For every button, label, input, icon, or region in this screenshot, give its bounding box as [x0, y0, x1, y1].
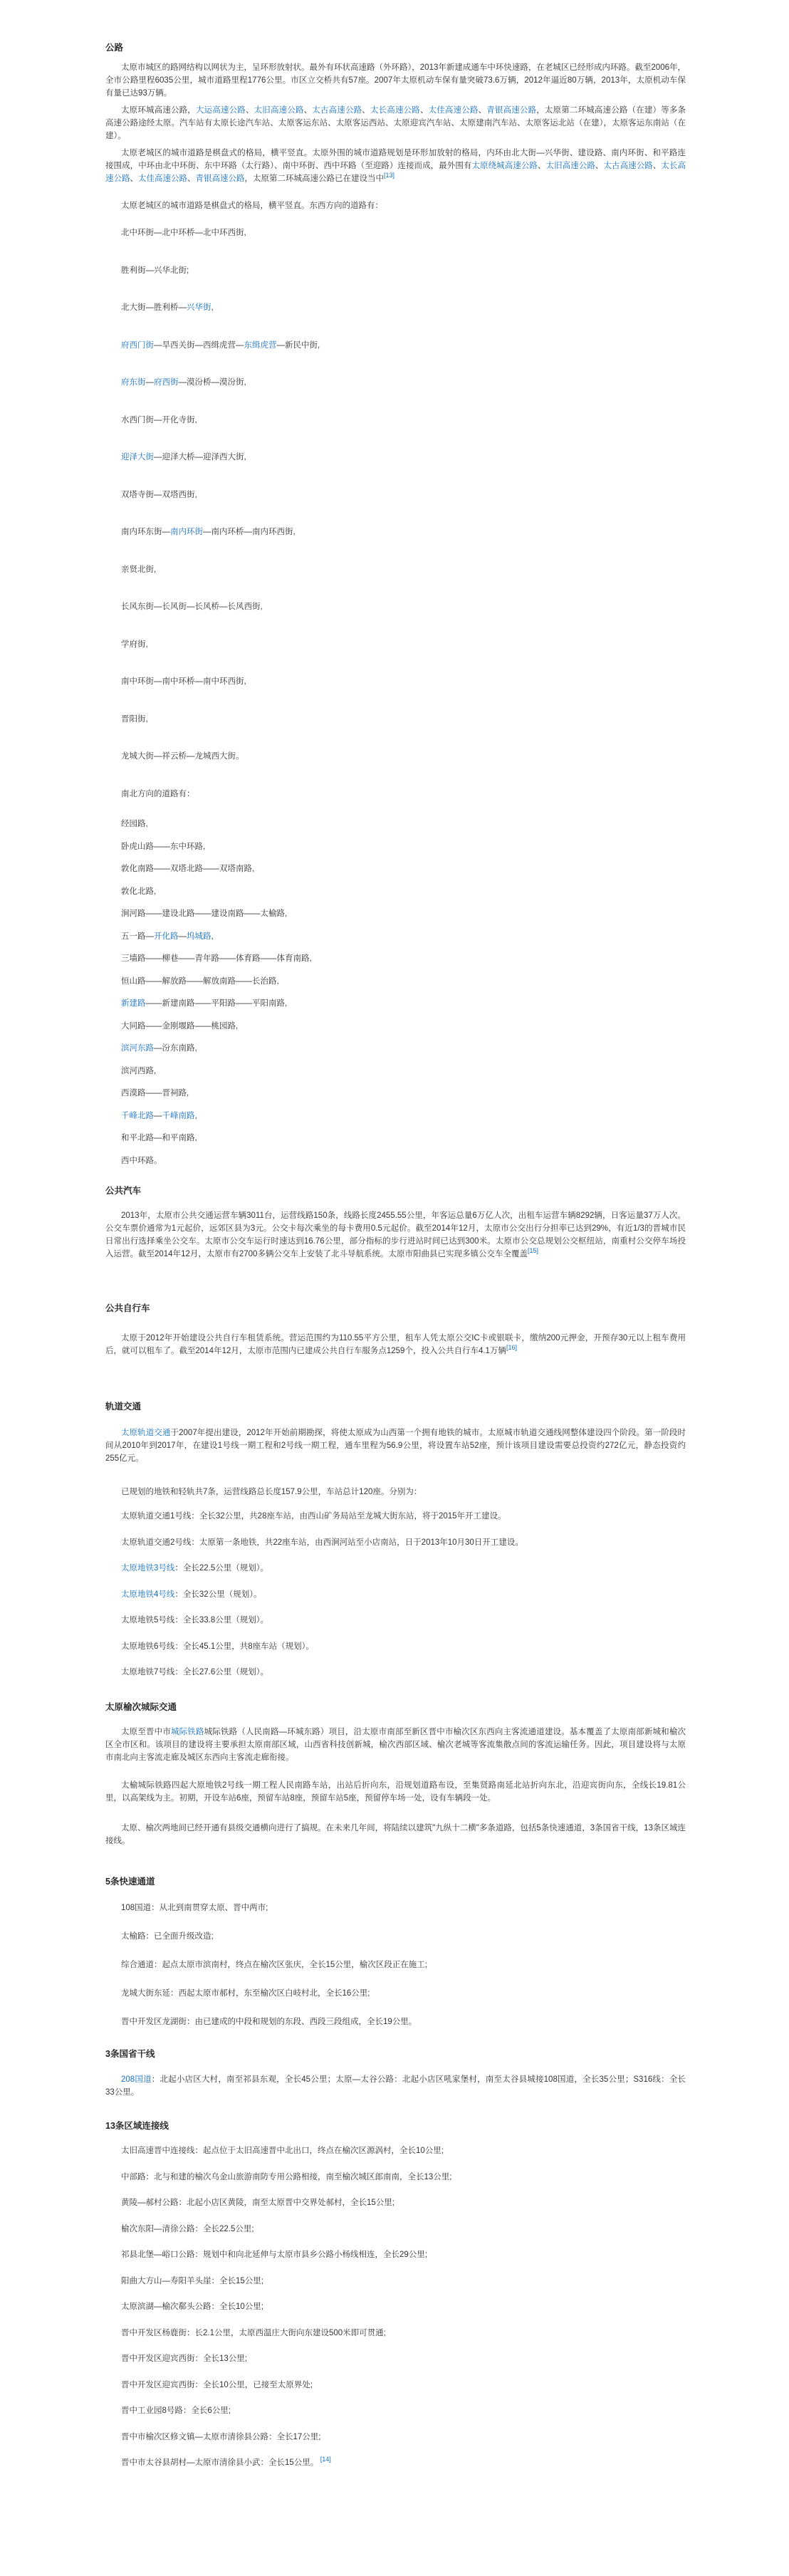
road-item-text: 北中环街—北中环桥—北中环西街,	[121, 229, 246, 237]
section-heading-fast-channels: 5条快速通道	[105, 1877, 155, 1887]
connector-item	[121, 2404, 231, 2417]
road-item-text: 西漠路——晋祠路,	[121, 1089, 189, 1097]
road-item-link[interactable]: 千峰南路	[162, 1111, 195, 1120]
road-item-link[interactable]: 兴华街	[187, 303, 211, 312]
section-heading-connectors: 13条区域连接线	[105, 2121, 169, 2131]
metro-line-item-text: ：全长32公里（规划）。	[174, 1590, 262, 1599]
roads-paragraph-4: 太原老城区的城市道路是棋盘式的格局，横平竖直。东西方向的道路有：	[121, 202, 383, 210]
road-item	[121, 264, 189, 277]
link-taiyuan-rail-transit[interactable]: 太原轨道交通	[121, 1429, 171, 1437]
road-item	[121, 1154, 162, 1167]
road-item-text: ,	[211, 303, 214, 312]
road-item-link[interactable]: 新建路	[121, 999, 146, 1008]
road-item	[121, 489, 197, 501]
metro-line-item-text: 太原地铁7号线：全长27.6公里（规划）。	[121, 1668, 269, 1677]
connector-item-text: 榆次东阳—清徐公路：全长22.5公里;	[121, 2224, 254, 2233]
connector-item-text: 晋中市榆次区修文镇—太原市清徐县公路：全长17公里;	[121, 2432, 321, 2441]
road-item	[121, 713, 148, 726]
north-south-intro: 南北方向的道路有：	[121, 790, 195, 798]
roads-paragraph-2: 太原环城高速公路，大运高速公路、太旧高速公路、太古高速公路、太长高速公路、太佳高速公路、青银高速公路，太原第二环城高速公路（在建）等多条高速公路途经太原。汽车站有太原长途汽车站、太原客运东站、太原客运西站、太原迎宾汽车站、太原建南汽车站、太原客运北站（在建），太原客运东南站（在建）。	[105, 106, 686, 140]
bike-paragraph: 太原于2012年开始建设公共自行车租赁系统。营运范围约为110.55平方公里，租车人凭太原公交IC卡或银联卡，缴纳200元押金，开预存30元以上租车费用后，就可以租车了。截至2014年12月，太原市范围内已建成公共自行车服务点1259个，投入公共自行车4.1万辆[16]	[105, 1334, 686, 1355]
road-item	[121, 952, 312, 965]
road-item-link[interactable]: 滨河东路	[121, 1044, 154, 1053]
road-item	[121, 750, 244, 763]
road-item	[121, 862, 254, 875]
connector-item-text: 太原滨湖—榆次郗头公路：全长10公里;	[121, 2303, 263, 2311]
road-item	[121, 975, 279, 988]
road-item-text: 龙城大街—祥云桥—龙城西大街。	[121, 752, 244, 761]
road-item-text: ,	[194, 1111, 197, 1120]
section-heading-taiyu: 太原榆次城际交通	[105, 1702, 177, 1712]
road-item-link[interactable]: 南内环街	[170, 528, 203, 536]
highway-link[interactable]: 太佳高速公路	[138, 174, 187, 183]
connector-item	[121, 2352, 247, 2365]
section-heading-trunk-lines: 3条国省干线	[105, 2049, 155, 2059]
road-item	[121, 339, 320, 352]
section-heading-bus: 公共汽车	[105, 1186, 142, 1196]
road-item-text: —南内环桥—南内环西街,	[203, 528, 296, 536]
connector-item	[121, 2248, 427, 2261]
reference-16[interactable]: [16]	[506, 1344, 517, 1352]
road-item-text: 晋阳街,	[121, 714, 148, 724]
connector-item	[121, 2300, 263, 2313]
road-item-link[interactable]: 东缉虎营	[244, 340, 277, 350]
metro-line-item	[121, 1666, 268, 1679]
road-item-text: 涧河路——建设北路——建设南路——太榆路,	[121, 909, 288, 918]
taiyu-paragraph-1: 太原至晋中市城际铁路城际铁路（人民南路—环城东路）项目，沿太原市南部至新区晋中市榆次区东西向主客流通道建设。基本覆盖了太原南部新城和榆次区全市区和。该项目的建设将主要承担太原南部区域，山西省科技创新城，榆次西部区域、榆次老城等客流集散点间的客流运输任务。因此，项目建设将与太原市南北向主客流走廊及城区东西向主客流走廊衔接。	[105, 1728, 686, 1762]
road-item-text: 胜利街—兴华北街;	[121, 266, 189, 275]
road-item	[121, 376, 246, 389]
reference-15[interactable]: [15]	[527, 1247, 538, 1255]
road-item-text: 西中环路。	[121, 1156, 162, 1165]
fast-channel-item	[121, 2016, 417, 2028]
metro-line-item	[121, 1588, 261, 1601]
road-item-text: —新民中街,	[276, 340, 320, 350]
connector-item-text: 晋中开发区迎宾西街：全长10公里，已接至太原界处;	[121, 2380, 313, 2389]
road-item-text: 长风东街—长风街—长风桥—长风西街,	[121, 603, 263, 611]
road-item	[121, 1110, 197, 1122]
road-item-text: —	[178, 932, 187, 941]
metro-line-item-link[interactable]: 太原地铁3号线	[121, 1564, 175, 1573]
roads-paragraph-3: 太原老城区的城市道路是棋盘式的格局，横平竖直。太原外围的城市道路规划是环形加放射的格局，内环由北大街—兴华街、建设路、南内环街、和平路连接围成，中环由北中环街、东中环路（太行路）、南中环街、西中环路（至迎路）连接而成，最外围有太原绕城高速公路、太旧高速公路、太古高速公路、太长高速公路、太佳高速公路、青银高速公路，太原第二环城高速公路已在建设当中[13]	[105, 149, 686, 183]
metro-line-item-text: 太原地铁6号线：全长45.1公里，共8座车站（规划）。	[121, 1642, 314, 1651]
road-item-text: 水西门街—开化寺街,	[121, 415, 197, 424]
connector-item-text: 晋中市太谷县胡村—太原市清徐县小武：全长15公里。	[121, 2458, 319, 2467]
connector-item-text: 祁县北堡—峪口公路：规划中和向北延伸与太原市县乡公路小杨线相连，全长29公里;	[121, 2251, 427, 2259]
connector-item	[121, 2327, 386, 2340]
metro-line-item	[121, 1536, 523, 1549]
fast-channel-item	[121, 1959, 427, 1971]
road-item-text: 南内环东街—	[121, 528, 170, 536]
bus-paragraph: 2013年，太原市公共交通运营车辆3011台，运营线路150条，线路长度2455.55公里，年客运总量6万亿人次，出租车运营车辆8292辆，日客运量37万人次。公交车票价通常为1元起价，远郊区县为3元。公交卡每次乘坐的每卡费用0.5元起价。截至2014年12月，太原市公交出行分担率已达到29%，有近1/3的晋城市民日常出行选择乘坐公交车。太原市公交车运行时速达到16.76公里，部分指标的步行进站时间已达到300米。太原市公交总规划公交枢纽站，南重村公交停车场投入运营。截至2014年12月，太原市有2700多辆公交车上安装了北斗导航系统。太原市阳曲县已实现多镇公交车全覆盖[15]	[105, 1211, 686, 1258]
metro-line-item-text: 太原地铁5号线：全长33.8公里（规划）。	[121, 1616, 269, 1625]
fast-channel-item	[121, 1902, 268, 1914]
road-item	[121, 526, 296, 538]
road-item	[121, 907, 287, 920]
road-item	[121, 414, 197, 427]
road-item-link[interactable]: 府西门街	[121, 340, 154, 350]
highway-link[interactable]: 太古高速公路	[603, 162, 653, 170]
connector-item	[121, 2196, 394, 2209]
metro-line-item-text: ：全长22.5公里（规划）。	[174, 1564, 269, 1573]
connector-item	[121, 2171, 451, 2184]
section-heading-rail: 轨道交通	[105, 1402, 142, 1412]
road-item-link[interactable]: 千峰北路	[121, 1111, 154, 1120]
reference-13[interactable]: [13]	[384, 172, 395, 179]
connector-item	[121, 2379, 313, 2392]
connector-item	[121, 2456, 331, 2469]
highway-link[interactable]: 太佳高速公路	[428, 106, 479, 115]
road-item-text: 恒山路——解放路——解放南路——长治路,	[121, 976, 279, 986]
road-item	[121, 997, 287, 1010]
metro-line-item-text: 太原轨道交通2号线：太原第一条地铁，共22座车站，由西涧河站至小店南站，日于2013年10月30日开工建设。	[121, 1538, 523, 1547]
road-item-text: ——新建南路——平阳路——平阳南路,	[145, 999, 288, 1008]
highway-link[interactable]: 青银高速公路	[486, 106, 537, 115]
highway-link[interactable]: 太古高速公路	[312, 106, 362, 115]
highway-link[interactable]: 大运高速公路	[195, 106, 246, 115]
road-item-text: 北大街—胜利桥—	[121, 303, 187, 312]
road-item-text: 和平北路—和平南路,	[121, 1134, 197, 1142]
road-item	[121, 563, 156, 576]
road-item	[121, 1132, 197, 1144]
taiyu-paragraph-2: 太榆城际铁路四起大原地铁2号线一期工程人民南路车站，出站后折向东，沿规划道路布设，至集贤路南延北站折向东北，沿迎宾街向东，全线长19.81公里，以高架线为主。初期，开设车站6座，预留车站8座，预留车站5座，预留停车场一处，设有车辆段一处。	[105, 1781, 686, 1803]
road-item-text: 亲贤北街,	[121, 565, 157, 574]
road-item-text: 南中环街—南中环桥—南中环西街,	[121, 677, 246, 686]
road-item-text: —	[154, 1111, 162, 1120]
road-item-link[interactable]: 府东街	[121, 378, 146, 387]
road-item	[121, 1020, 238, 1033]
connector-item-text: 中部路：北与和建的榆次乌金山旅游南防专用公路相接，南至榆次城区郎南南，全长13公里;	[121, 2172, 452, 2181]
road-item-text: 双塔寺街—双塔西街,	[121, 490, 197, 499]
road-item-text: —迎泽大桥—迎泽西大街,	[154, 453, 246, 462]
rail-paragraph-1: 太原轨道交通于2007年提出建设，2012年开始前期勘探，将使太原成为山西第一个拥有地铁的城市。太原城市轨道交通线网整体建设四个阶段。第一阶段时间从2010年到2017年，在建设1号线一期工程和2号线一期工程，通车里程为56.9公里，将设置车站52座，预计该项目建设需要总投资约272亿元，静态投资约255亿元。	[105, 1429, 686, 1463]
taiyu-paragraph-3: 太原、榆次两地间已经开通有县级交通横向进行了搞规。在未来几年间，将陆续以建筑"九纵十二横"多条道路，包括5条快速通道，3条国省干线，13条区域连接线。	[105, 1824, 686, 1845]
metro-line-item-link[interactable]: 太原地铁4号线	[121, 1590, 175, 1599]
metro-line-item	[121, 1640, 314, 1653]
connector-item-text: 晋中开发区迎宾西街：全长13公里;	[121, 2355, 247, 2363]
road-item	[121, 226, 246, 239]
highway-link[interactable]: 太长高速公路	[370, 106, 420, 115]
road-item-text: —旱西关街—西缉虎营—	[154, 340, 244, 350]
road-item-text: 滨河西路,	[121, 1066, 157, 1075]
section-heading-bike: 公共自行车	[105, 1303, 150, 1313]
road-item-text: 五一路—	[121, 932, 154, 941]
reference-14[interactable]: [14]	[318, 2456, 331, 2463]
road-item-text: 三墙路——柳巷——青年路——体育路——体育南路,	[121, 954, 312, 963]
road-item-link[interactable]: 府西街	[154, 378, 179, 387]
metro-line-item	[121, 1562, 268, 1575]
road-item-text: ,	[211, 932, 214, 941]
connector-item-text: 太旧高速晋中连接线：起点位于太旧高速晋中北出口，终点在榆次区源涡村，全长10公里;	[121, 2147, 444, 2155]
road-item-text: 敦化南路——双塔北路——双塔南路,	[121, 865, 255, 873]
connector-item	[121, 2275, 263, 2288]
highway-link[interactable]: 太旧高速公路	[254, 106, 304, 115]
road-item-text: 学府街,	[121, 640, 148, 649]
fast-channel-item-text: 龙城大街东延：西起太原市郝村，东至榆次区白岐村北，全长16公里;	[121, 1989, 370, 1998]
metro-line-item	[121, 1510, 506, 1523]
link-g208[interactable]: 208国道	[121, 2075, 152, 2084]
connector-item-text: 晋中开发区杨鹿街：长2.1公里，太原西温庄大街向东建设500米即可贯通;	[121, 2328, 386, 2337]
road-item	[121, 930, 214, 943]
rail-paragraph-2: 已规划的地铁和轻轨共7条，运营线路总长度157.9公里，车站总计120座。分别为：	[121, 1488, 422, 1496]
highway-link[interactable]: 青银高速公路	[195, 174, 245, 183]
fast-channel-item-text: 晋中开发区龙湖街：由已建成的中段和规划的东段、西段三段组成，全长19公里。	[121, 2018, 417, 2026]
road-item	[121, 451, 246, 464]
connector-item-text: 黄陵—郝村公路：北起小店区黄陵，南至太原晋中交界处郝村，全长15公里;	[121, 2199, 394, 2207]
road-item-text: 卧虎山路——东中环路,	[121, 842, 206, 851]
connector-item-text: 晋中工业园8号路：全长6公里;	[121, 2406, 231, 2415]
connector-item-text: 阳曲大方山—寿阳羊头崖：全长15公里;	[121, 2276, 263, 2285]
road-item-text: 敦化北路,	[121, 887, 157, 896]
road-item	[121, 675, 246, 688]
road-item	[121, 1042, 197, 1055]
section-heading-roads: 公路	[105, 43, 124, 53]
fast-channel-item	[121, 1987, 370, 2000]
highway-link[interactable]: 太旧高速公路	[545, 162, 595, 170]
roads-paragraph-1: 太原市城区的路网结构以网状为主，呈环形放射状。最外有环状高速路（外环路），2013年新建成通车中环快速路，在老城区已经形成内环路。截至2006年，全市公路里程6035公里，城市道路里程1776公里。市区立交桥共有57座。2007年太原机动车保有量突破73.6万辆，2012年逼近80万辆，2013年，太原机动车保有量已达93万辆。	[105, 63, 686, 98]
fast-channel-item	[121, 1930, 214, 1943]
road-item	[121, 885, 156, 898]
connector-item	[121, 2144, 444, 2157]
road-item	[121, 301, 214, 314]
road-item	[121, 840, 205, 853]
fast-channel-item-text: 综合通道：起点太原市滨南村，终点在榆次区张庆，全长15公里，榆次区段正在施工;	[121, 1961, 427, 1969]
road-item-text: 经园路,	[121, 820, 148, 828]
road-item-text: —漠汾桥—漠汾街,	[178, 378, 246, 387]
link-intercity-railway[interactable]: 城际铁路	[170, 1728, 204, 1736]
highway-link[interactable]: 太长高速公路	[105, 162, 686, 183]
highway-link[interactable]: 太原绕城高速公路	[471, 162, 538, 170]
road-item	[121, 600, 263, 613]
road-item	[121, 818, 148, 830]
road-item	[121, 638, 148, 651]
metro-line-item-text: 太原轨道交通1号线：全长32公里，共28座车站，由西山矿务局站至龙城大街东站，将于2015年开工建设。	[121, 1512, 506, 1521]
metro-line-item	[121, 1614, 268, 1627]
fast-channel-item-text: 108国道：从北到南贯穿太原、晋中两市;	[121, 1904, 268, 1912]
road-item	[121, 1065, 156, 1078]
fast-channel-item-text: 太榆路：已全面升级改造;	[121, 1932, 214, 1941]
connector-item	[121, 2223, 254, 2236]
road-item	[121, 1087, 189, 1100]
connector-item	[121, 2431, 320, 2444]
road-item-text: —	[145, 378, 154, 387]
trunk-paragraph: 208国道：北起小店区大村，南至祁县东观，全长45公里；太原—太谷公路：北起小店区吼家堡村，南至太谷县城接108国道，全长35公里；S316线：全长33公里。	[105, 2075, 686, 2097]
road-item-link[interactable]: 坞城路	[187, 932, 211, 941]
road-item-link[interactable]: 开化路	[154, 932, 179, 941]
road-item-text: 大同路——金刚堰路——桃园路,	[121, 1021, 239, 1031]
road-item-text: —汾东南路,	[154, 1044, 197, 1053]
road-item-link[interactable]: 迎泽大街	[121, 453, 154, 462]
